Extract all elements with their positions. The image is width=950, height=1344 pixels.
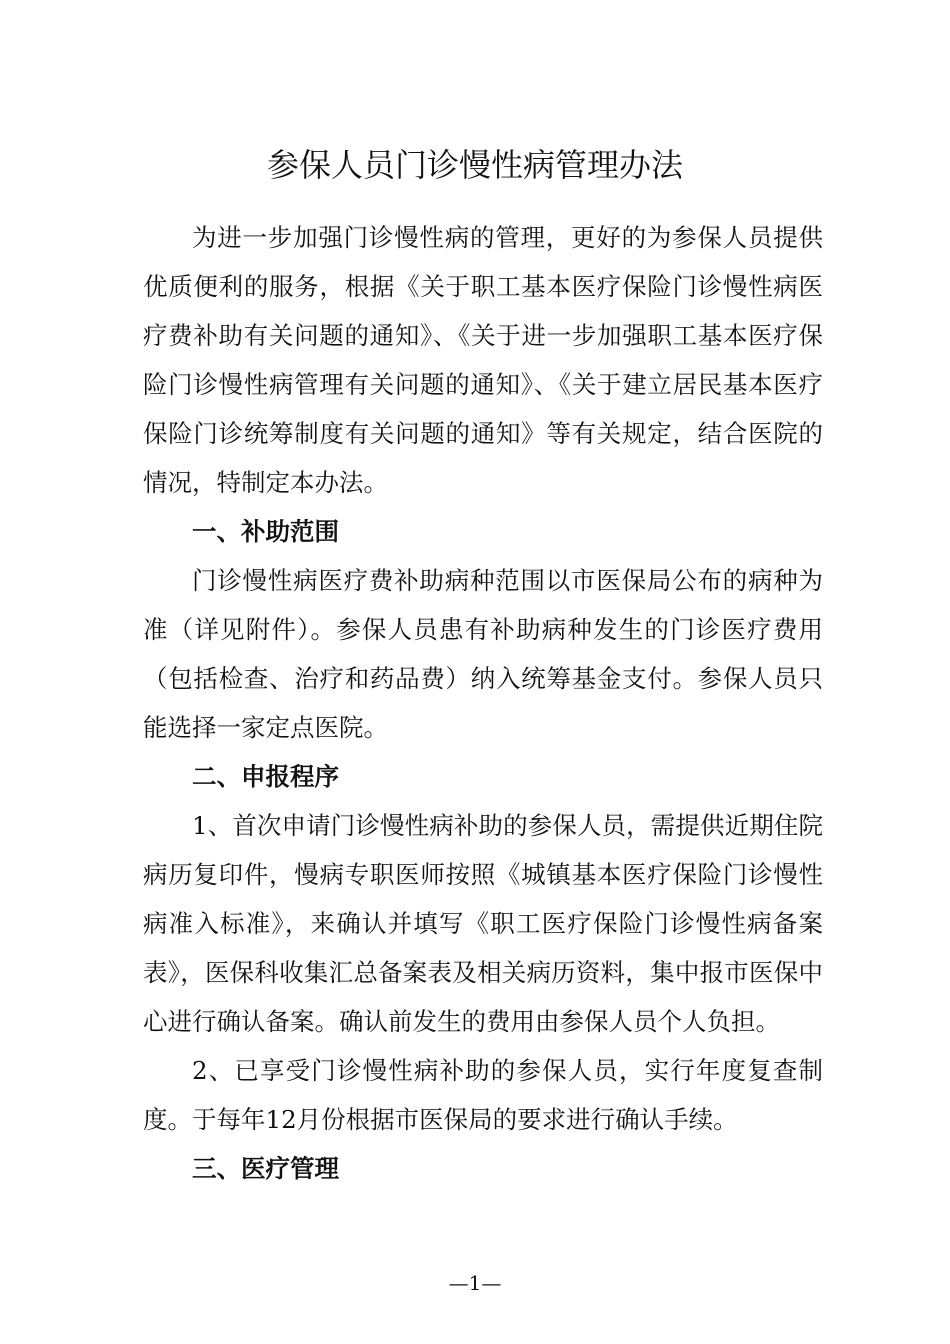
intro-paragraph: 为进一步加强门诊慢性病的管理，更好的为参保人员提供优质便利的服务，根据《关于职工基本医疗保险门诊慢性病医疗费补助有关问题的通知》、《关于进一步加强职工基本医疗保险门诊慢性病管理有关问题的通知》、《关于建立居民基本医疗保险门诊统筹制度有关问题的通知》等有关规定，结合医院的情况，特制定本办法。 [143, 223, 823, 497]
section-heading-scope: 一、补助范围 [192, 517, 339, 546]
scope-paragraph: 门诊慢性病医疗费补助病种范围以市医保局公布的病种为准（详见附件）。参保人员患有补助病种发生的门诊医疗费用（包括检查、治疗和药品费）纳入统筹基金支付。参保人员只能选择一家定点医院。 [143, 566, 823, 742]
section-heading-medical-management: 三、医疗管理 [192, 1154, 339, 1183]
procedure-item-2: 2、已享受门诊慢性病补助的参保人员，实行年度复查制度。于每年12月份根据市医保局的要求进行确认手续。 [143, 1056, 823, 1134]
section-heading-procedure: 二、申报程序 [192, 762, 339, 791]
document-title: 参保人员门诊慢性病管理办法 [266, 146, 683, 184]
document-body [143, 213, 823, 1193]
procedure-item-1: 1、首次申请门诊慢性病补助的参保人员，需提供近期住院病历复印件，慢病专职医师按照《城镇基本医疗保险门诊慢性病准入标准》，来确认并填写《职工医疗保险门诊慢性病备案表》，医保科收集汇总备案表及相关病历资料，集中报市医保中心进行确认备案。确认前发生的费用由参保人员个人负担。 [143, 811, 823, 1036]
page-number: —1— [448, 1271, 502, 1295]
